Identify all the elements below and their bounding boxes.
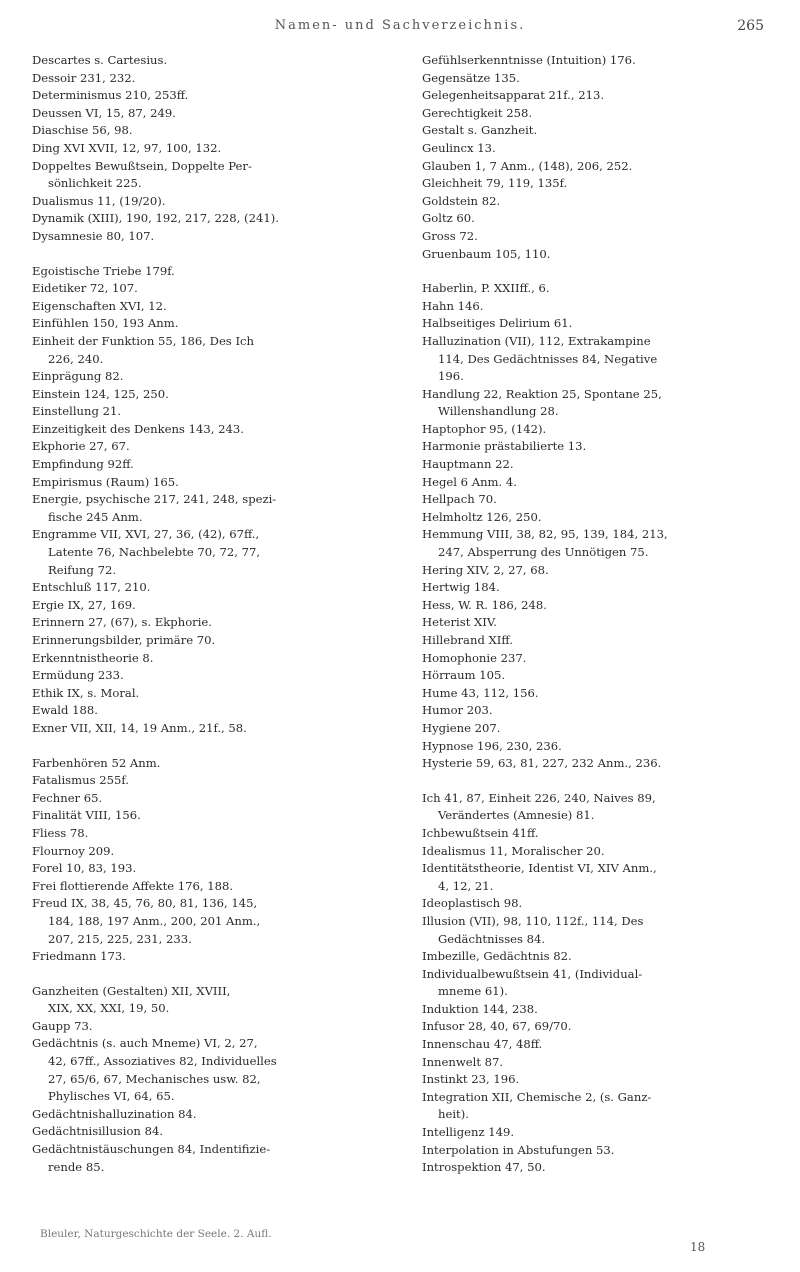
index-entry — [422, 386, 772, 421]
index-entry — [422, 895, 772, 913]
index-entry-line: Empirismus (Raum) 165. — [32, 474, 179, 489]
index-entry — [32, 632, 404, 650]
index-entry-line: Ewald 188. — [32, 703, 98, 718]
index-entry-line: heit). — [438, 1107, 469, 1122]
index-entry — [422, 333, 772, 386]
index-entry — [32, 333, 404, 368]
index-entry-line: 4, 12, 21. — [438, 878, 494, 893]
index-entry-line: mneme 61). — [438, 984, 508, 999]
index-entry — [422, 650, 772, 668]
index-entry — [32, 456, 404, 474]
index-entry-line: Ergie IX, 27, 169. — [32, 597, 136, 612]
index-entry-line: Hörraum 105. — [422, 668, 506, 683]
index-entry-line: Interpolation in Abstufungen 53. — [422, 1142, 615, 1157]
index-entry — [32, 140, 404, 158]
index-entry — [422, 315, 772, 333]
index-entry — [32, 158, 404, 193]
index-entry-line: Geulincx 13. — [422, 140, 496, 155]
index-entry-line: Gerechtigkeit 258. — [422, 105, 533, 120]
index-entry-line: Dynamik (XIII), 190, 192, 217, 228, (241). — [32, 211, 279, 226]
index-entry-line: Innenwelt 87. — [422, 1054, 504, 1069]
index-entry — [32, 368, 404, 386]
index-entry-line: Idealismus 11, Moralischer 20. — [422, 843, 605, 858]
index-entry — [32, 122, 404, 140]
index-entry — [32, 87, 404, 105]
index-entry — [422, 632, 772, 650]
index-entry — [422, 158, 772, 176]
index-entry-line: Introspektion 47, 50. — [422, 1160, 546, 1175]
index-entry-line: sönlichkeit 225. — [48, 176, 142, 191]
index-entry — [32, 421, 404, 439]
index-entry-line: Gedächtnishalluzination 84. — [32, 1106, 197, 1121]
index-entry-line: Goldstein 82. — [422, 193, 501, 208]
index-entry — [422, 825, 772, 843]
index-entry-line: Haberlin, P. XXIIff., 6. — [422, 281, 550, 296]
index-entry-line: Descartes s. Cartesius. — [32, 53, 168, 67]
index-entry-line: Ding XVI XVII, 12, 97, 100, 132. — [32, 140, 222, 155]
index-entry-line: Dualismus 11, (19/20). — [32, 193, 166, 208]
index-entry — [422, 175, 772, 193]
index-entry-line: Hertwig 184. — [422, 580, 500, 595]
index-entry — [32, 597, 404, 615]
index-entry-line: Infusor 28, 40, 67, 69/70. — [422, 1019, 572, 1034]
right-index-column — [422, 52, 772, 1177]
index-entry-line: Einstein 124, 125, 250. — [32, 386, 169, 401]
index-entry-line: Hillebrand XIff. — [422, 633, 513, 647]
index-entry — [422, 298, 772, 316]
index-entry-line: Hume 43, 112, 156. — [422, 685, 539, 700]
index-entry-line: Einheit der Funktion 55, 186, Des Ich — [32, 333, 254, 348]
index-entry-line: Induktion 144, 238. — [422, 1001, 538, 1016]
index-entry — [422, 140, 772, 158]
index-entry-line: Hellpach 70. — [422, 492, 497, 507]
index-entry — [32, 526, 404, 579]
index-entry — [422, 1159, 772, 1177]
index-entry — [32, 403, 404, 421]
index-entry-line: Latente 76, Nachbelebte 70, 72, 77, — [48, 545, 261, 560]
index-entry-line: Reifung 72. — [48, 562, 117, 577]
index-entry-line: Goltz 60. — [422, 211, 475, 226]
index-entry-line: Innenschau 47, 48ff. — [422, 1037, 543, 1052]
index-entry-line: 27, 65/6, 67, Mechanisches usw. 82, — [48, 1071, 261, 1086]
index-entry-line: Erinnern 27, (67), s. Ekphorie. — [32, 615, 212, 630]
index-entry-line: Verändertes (Amnesie) 81. — [438, 808, 595, 823]
index-entry — [422, 667, 772, 685]
index-entry — [422, 280, 772, 298]
index-entry-line: Gelegenheitsapparat 21f., 213. — [422, 88, 605, 103]
index-entry — [32, 474, 404, 492]
letter-group-gap — [422, 263, 772, 280]
index-entry-line: Dessoir 231, 232. — [32, 70, 136, 85]
index-entry-line: fische 245 Anm. — [48, 509, 143, 524]
index-entry — [32, 895, 404, 948]
index-entry-line: Ganzheiten (Gestalten) XII, XVIII, — [32, 983, 231, 998]
index-entry — [422, 562, 772, 580]
index-entry-line: Freud IX, 38, 45, 76, 80, 81, 136, 145, — [32, 896, 258, 911]
index-entry-line: Humor 203. — [422, 703, 493, 718]
index-entry-line: Einstellung 21. — [32, 404, 122, 419]
index-entry — [32, 1035, 404, 1105]
index-entry — [422, 228, 772, 246]
index-entry — [32, 860, 404, 878]
index-entry-line: Eigenschaften XVI, 12. — [32, 298, 167, 313]
index-entry — [32, 685, 404, 703]
index-entry-line: Illusion (VII), 98, 110, 112f., 114, Des — [422, 913, 644, 928]
index-entry — [32, 790, 404, 808]
index-entry-line: Ethik IX, s. Moral. — [32, 685, 140, 700]
index-entry — [422, 193, 772, 211]
index-entry-line: Hess, W. R. 186, 248. — [422, 597, 547, 612]
index-entry — [422, 1142, 772, 1160]
index-entry — [422, 491, 772, 509]
page-number: 265 — [737, 18, 764, 34]
index-entry-line: Gruenbaum 105, 110. — [422, 246, 551, 261]
index-entry-line: 114, Des Gedächtnisses 84, Negative — [438, 351, 658, 366]
index-entry-line: Farbenhören 52 Anm. — [32, 755, 161, 770]
index-entry-line: Finalität VIII, 156. — [32, 808, 141, 823]
index-entry — [32, 210, 404, 228]
index-entry-line: Entschluß 117, 210. — [32, 580, 151, 595]
letter-group-gap — [422, 773, 772, 790]
index-entry-line: Gegensätze 135. — [422, 70, 520, 85]
index-entry-line: Deussen VI, 15, 87, 249. — [32, 105, 176, 120]
index-entry — [422, 246, 772, 264]
index-entry-line: 184, 188, 197 Anm., 200, 201 Anm., — [48, 913, 261, 928]
index-entry — [422, 913, 772, 948]
index-entry-line: Hemmung VIII, 38, 82, 95, 139, 184, 213, — [422, 527, 668, 542]
index-entry — [32, 298, 404, 316]
index-entry-line: Hygiene 207. — [422, 720, 501, 735]
index-entry — [422, 755, 772, 773]
index-entry-line: Engramme VII, XVI, 27, 36, (42), 67ff., — [32, 527, 260, 542]
index-entry — [422, 614, 772, 632]
index-entry — [32, 807, 404, 825]
index-entry — [32, 438, 404, 456]
printer-signature: 18 — [690, 1240, 706, 1254]
index-entry — [32, 825, 404, 843]
index-entry — [32, 650, 404, 668]
index-entry-line: Ich 41, 87, Einheit 226, 240, Naives 89, — [422, 790, 656, 805]
index-entry-line: Hypnose 196, 230, 236. — [422, 738, 562, 753]
index-entry-line: Gleichheit 79, 119, 135f. — [422, 176, 568, 191]
index-entry-line: Hahn 146. — [422, 298, 484, 313]
index-entry — [422, 948, 772, 966]
index-entry — [422, 738, 772, 756]
index-entry — [422, 1018, 772, 1036]
index-entry — [32, 702, 404, 720]
index-entry — [32, 1018, 404, 1036]
index-entry-line: Egoistische Triebe 179f. — [32, 263, 175, 278]
index-entry-line: Energie, psychische 217, 241, 248, spezi- — [32, 492, 277, 507]
letter-group-gap — [32, 246, 404, 263]
index-entry — [32, 228, 404, 246]
index-entry — [32, 491, 404, 526]
index-entry-line: Forel 10, 83, 193. — [32, 861, 137, 876]
index-entry — [32, 772, 404, 790]
index-entry — [32, 105, 404, 123]
index-entry-line: Frei flottierende Affekte 176, 188. — [32, 878, 234, 893]
index-entry-line: Friedmann 173. — [32, 949, 126, 964]
index-entry-line: Handlung 22, Reaktion 25, Spontane 25, — [422, 386, 662, 401]
index-entry — [422, 1054, 772, 1072]
index-entry — [32, 1141, 404, 1176]
index-entry — [32, 70, 404, 88]
index-entry-line: Fliess 78. — [32, 825, 89, 840]
index-entry — [422, 597, 772, 615]
index-entry-line: Erinnerungsbilder, primäre 70. — [32, 633, 216, 647]
index-entry — [422, 702, 772, 720]
index-entry-line: Imbezille, Gedächtnis 82. — [422, 949, 572, 964]
index-entry — [422, 526, 772, 561]
index-entry — [32, 280, 404, 298]
index-entry-line: Halluzination (VII), 112, Extrakampine — [422, 333, 651, 348]
index-entry-line: Heterist XIV. — [422, 615, 497, 630]
index-entry — [422, 509, 772, 527]
index-entry-line: Identitätstheorie, Identist VI, XIV Anm., — [422, 861, 657, 876]
index-entry — [32, 667, 404, 685]
index-entry-line: Homophonie 237. — [422, 650, 527, 665]
index-entry-line: 196. — [438, 369, 464, 384]
index-entry-line: Hering XIV, 2, 27, 68. — [422, 562, 549, 577]
index-entry-line: Gross 72. — [422, 228, 478, 243]
index-entry — [32, 1106, 404, 1124]
index-entry — [32, 52, 404, 70]
index-entry-line: Hauptmann 22. — [422, 457, 514, 472]
left-index-column — [32, 52, 404, 1176]
index-entry-line: 42, 67ff., Assoziatives 82, Individuelles — [48, 1054, 277, 1069]
index-entry-line: Doppeltes Bewußtsein, Doppelte Per- — [32, 158, 252, 173]
index-entry — [32, 579, 404, 597]
index-entry-line: Flournoy 209. — [32, 843, 115, 858]
index-entry — [422, 720, 772, 738]
index-entry — [422, 860, 772, 895]
index-entry-line: Ichbewußtsein 41ff. — [422, 825, 539, 840]
index-entry-line: Phylisches VI, 64, 65. — [48, 1089, 175, 1104]
index-entry-line: Intelligenz 149. — [422, 1125, 515, 1140]
index-entry — [422, 1124, 772, 1142]
index-entry-line: Hegel 6 Anm. 4. — [422, 474, 517, 489]
index-entry — [422, 1036, 772, 1054]
index-entry — [32, 315, 404, 333]
index-entry — [32, 843, 404, 861]
index-entry-line: Gedächtnistäuschungen 84, Indentifizie- — [32, 1142, 271, 1157]
index-entry-line: Gedächtnis (s. auch Mneme) VI, 2, 27, — [32, 1036, 258, 1051]
index-entry — [422, 579, 772, 597]
index-entry — [422, 456, 772, 474]
index-entry-line: rende 85. — [48, 1159, 105, 1174]
index-entry — [422, 1001, 772, 1019]
index-entry — [32, 193, 404, 211]
index-entry-line: Gedächtnisillusion 84. — [32, 1124, 164, 1139]
index-entry — [422, 105, 772, 123]
index-entry — [32, 878, 404, 896]
letter-group-gap — [32, 966, 404, 983]
index-entry-line: Ideoplastisch 98. — [422, 896, 523, 911]
index-entry — [422, 1071, 772, 1089]
index-entry — [32, 1123, 404, 1141]
index-entry-line: Helmholtz 126, 250. — [422, 509, 542, 524]
index-entry-line: 226, 240. — [48, 351, 104, 366]
index-entry-line: Erkenntnistheorie 8. — [32, 650, 154, 665]
index-entry-line: Gefühlserkenntnisse (Intuition) 176. — [422, 53, 636, 67]
index-entry — [422, 421, 772, 439]
index-entry-line: Ekphorie 27, 67. — [32, 439, 130, 454]
index-entry — [422, 474, 772, 492]
index-entry — [32, 755, 404, 773]
footer-citation: Bleuler, Naturgeschichte der Seele. 2. Aufl. — [40, 1228, 272, 1240]
index-entry — [422, 438, 772, 456]
index-entry-line: Empfindung 92ff. — [32, 457, 134, 472]
index-entry-line: Integration XII, Chemische 2, (s. Ganz- — [422, 1089, 652, 1104]
index-entry-line: Determinismus 210, 253ff. — [32, 88, 189, 103]
index-entry — [32, 614, 404, 632]
index-entry-line: Diaschise 56, 98. — [32, 123, 133, 138]
index-entry-line: XIX, XX, XXI, 19, 50. — [48, 1001, 170, 1016]
index-entry — [32, 983, 404, 1018]
index-entry — [32, 948, 404, 966]
index-entry-line: Eidetiker 72, 107. — [32, 281, 138, 296]
index-entry-line: Halbseitiges Delirium 61. — [422, 316, 573, 331]
index-entry-line: Instinkt 23, 196. — [422, 1072, 520, 1087]
index-entry-line: 247, Absperrung des Unnötigen 75. — [438, 545, 649, 560]
index-entry-line: 207, 215, 225, 231, 233. — [48, 931, 192, 946]
index-entry — [422, 966, 772, 1001]
index-entry-line: Fatalismus 255f. — [32, 773, 129, 788]
running-head: Namen- und Sachverzeichnis. — [274, 18, 526, 33]
index-entry-line: Ermüdung 233. — [32, 668, 124, 683]
index-entry — [422, 843, 772, 861]
index-entry-line: Einfühlen 150, 193 Anm. — [32, 316, 179, 331]
index-entry-line: Fechner 65. — [32, 790, 103, 805]
index-entry — [32, 720, 404, 738]
index-entry — [422, 70, 772, 88]
index-entry-line: Willenshandlung 28. — [438, 404, 559, 419]
index-entry — [422, 790, 772, 825]
index-entry — [422, 52, 772, 70]
index-entry — [422, 87, 772, 105]
index-entry-line: Gestalt s. Ganzheit. — [422, 123, 538, 138]
letter-group-gap — [32, 738, 404, 755]
index-entry-line: Exner VII, XII, 14, 19 Anm., 21f., 58. — [32, 720, 247, 735]
index-entry-line: Glauben 1, 7 Anm., (148), 206, 252. — [422, 158, 633, 173]
index-entry — [32, 386, 404, 404]
index-entry-line: Gedächtnisses 84. — [438, 931, 546, 946]
index-entry-line: Gaupp 73. — [32, 1018, 93, 1033]
index-entry-line: Dysamnesie 80, 107. — [32, 228, 155, 243]
index-entry — [422, 122, 772, 140]
index-entry-line: Einzeitigkeit des Denkens 143, 243. — [32, 421, 244, 436]
index-entry — [32, 263, 404, 281]
index-entry — [422, 685, 772, 703]
index-entry-line: Harmonie prästabilierte 13. — [422, 439, 587, 454]
index-entry-line: Hysterie 59, 63, 81, 227, 232 Anm., 236. — [422, 756, 662, 771]
index-entry-line: Einprägung 82. — [32, 369, 124, 384]
index-entry — [422, 210, 772, 228]
index-entry — [422, 1089, 772, 1124]
index-entry-line: Individualbewußtsein 41, (Individual- — [422, 966, 643, 981]
index-entry-line: Haptophor 95, (142). — [422, 421, 547, 436]
